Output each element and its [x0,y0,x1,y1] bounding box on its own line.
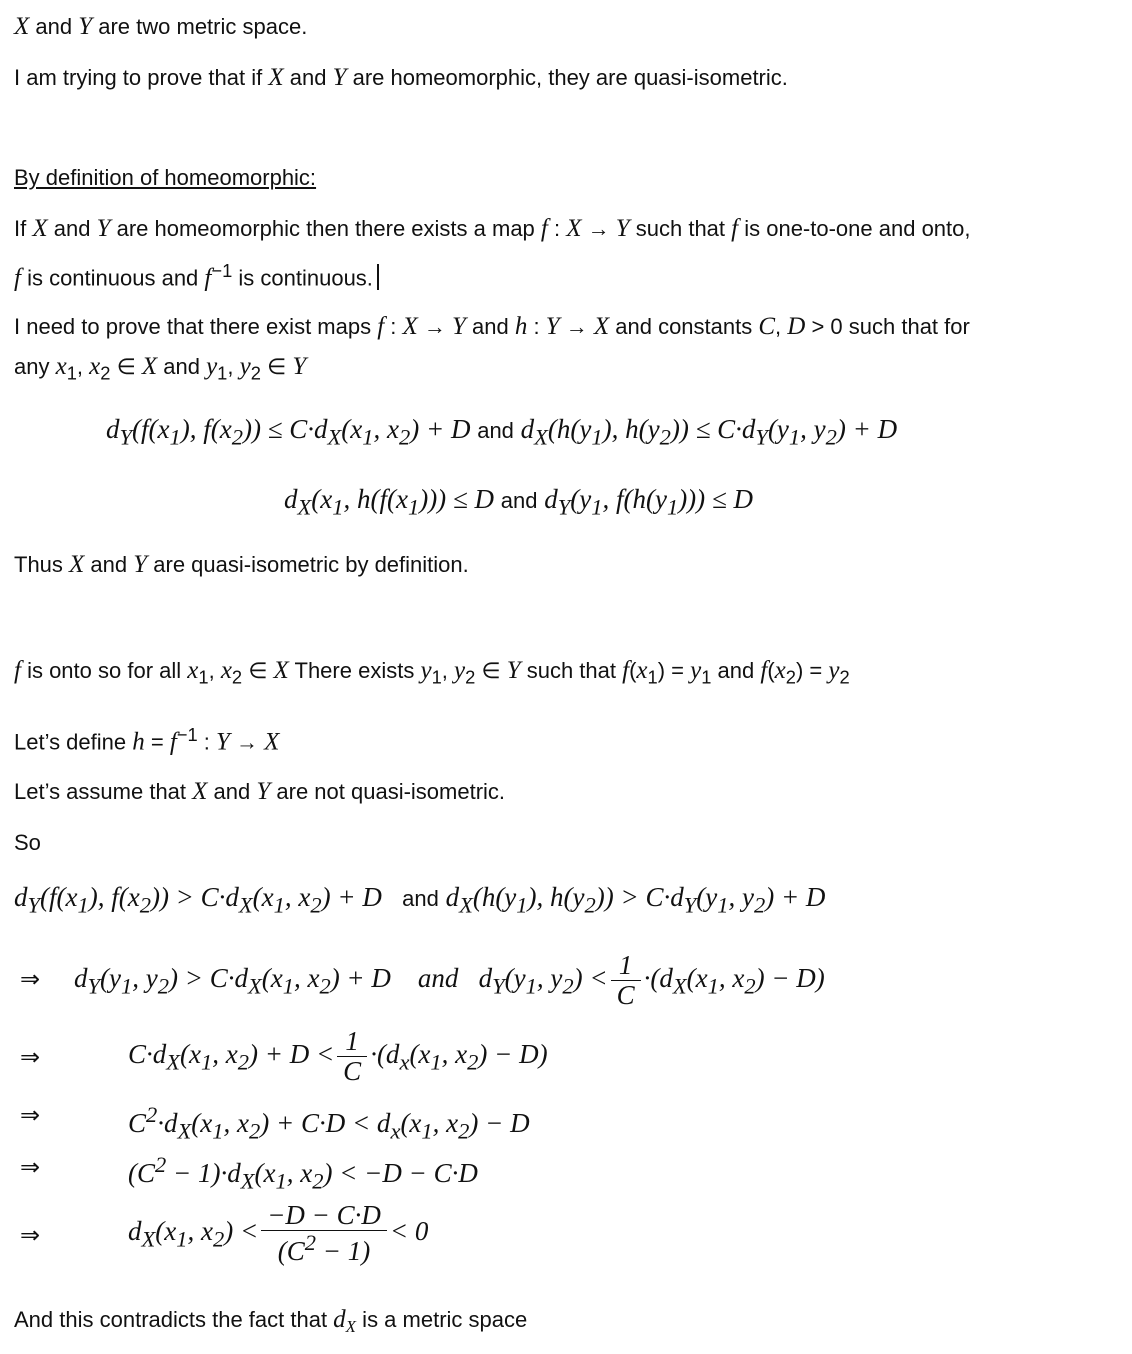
proof-assume: Let’s assume that X and Y are not quasi-isometric. [14,778,506,805]
proof-so: So [14,830,41,855]
goal-line-2: any $x_1$, $x_2$ ∈ X and $y_1$, $y_2$ ∈ Y [14,353,307,384]
implies-icon: ⇒ [20,1043,41,1071]
implies-icon: ⇒ [20,965,41,993]
intro-line-2: I am trying to prove that if X and Y are homeomorphic, they are quasi-isometric. [14,64,788,91]
definition-line-1: If X and Y are homeomorphic then there exists a map f : X → Y such that f is one-to-one and onto, [14,215,971,242]
goal-line-1: I need to prove that there exist maps f : X → Y and h : Y → X and constants C, D > 0 such that for [14,313,970,340]
implies-icon: ⇒ [20,1101,41,1129]
proof-define-h: Let’s define $h = f^{-1}$ : Y → X [14,724,280,756]
definition-heading: By definition of homeomorphic: [14,165,317,190]
proof-step-2: $C\cdot d_X(x_1$, $x_2) + D$ < $\frac{1}{C}$ $\cdot(d_x(x_1$, $x_2) - D$) [128,1025,548,1087]
definition-line-2: f is continuous and $f^{-1}$ is continuous. [14,256,379,293]
proof-final: And this contradicts the fact that $d_X$ is a metric space [14,1306,528,1337]
implies-icon: ⇒ [20,1153,41,1181]
proof-step-1: $d_Y(y_1$, $y_2) > C\cdot d_X(x_1$, $x_2) + D$ and $d_Y(y_1$, $y_2$) < $\frac{1}{C}$ $\cdot(d_X(x_1$, $x_2) - D$) [74,949,825,1011]
proof-step-4: $(C^2 - 1)\cdot d_X(x_1$, $x_2) < -D - C\cdot D$ [128,1152,478,1194]
proof-step-3: $C^2\cdot d_X(x_1$, $x_2) + C\cdot D < d_x(x_1$, $x_2) - D$ [128,1102,530,1144]
goal-equation-2: $d_X(x_1$, $h(f(x_1))) \le D$ and $d_Y(y_1$, $f(h(y_1))) \le D$ [284,484,753,520]
proof-step-0: $d_Y(f(x_1)$, $f(x_2)) > C\cdot d_X(x_1$, $x_2) + D$ and $d_X(h(y_1)$, $h(y_2)) > C\cdot d_Y(y_1$, $y_2) + D$ [14,882,826,918]
goal-equation-1: $d_Y(f(x_1)$, $f(x_2)) \le C\cdot d_X(x_1$, $x_2) + D$ and $d_X(h(y_1)$, $h(y_2)) \le C\cdot d_Y(y_1$, $y_2) + D$ [106,414,898,450]
proof-onto: f is onto so for all $x_1$, $x_2$ ∈ X There exists $y_1$, $y_2$ ∈ Y such that $f(x_1) = y_1$ and $f(x_2) = y_2$ [14,657,850,688]
implies-icon: ⇒ [20,1221,41,1249]
proof-step-5: $d_X(x_1$, $x_2$) < $\frac{-D - C\cdot D}{(C^2 - 1)}$ < 0 [128,1199,429,1267]
goal-conclusion: Thus X and Y are quasi-isometric by definition. [14,551,469,578]
text-cursor [377,264,379,290]
intro-line-1: X and Y are two metric space. [14,13,308,40]
